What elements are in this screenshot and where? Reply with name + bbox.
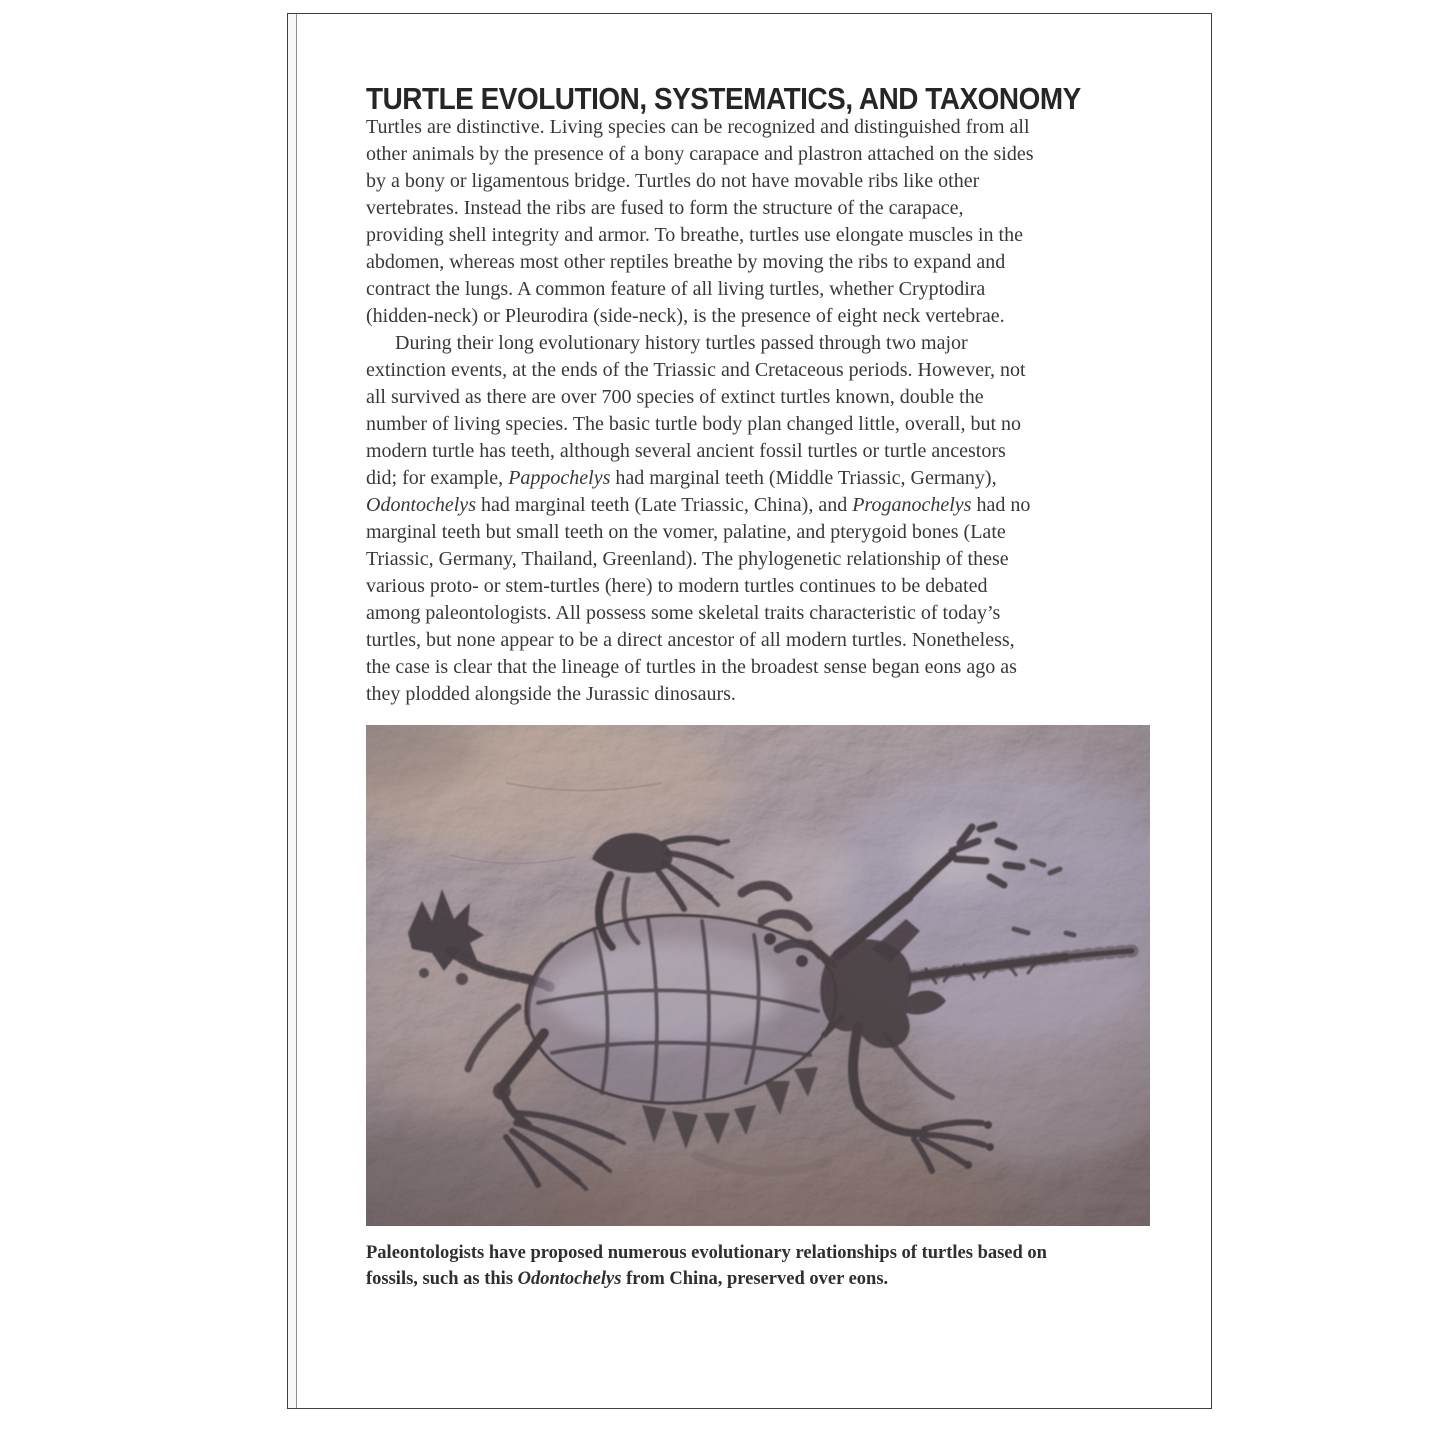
page-edge-strip — [288, 14, 296, 1408]
fossil-photo — [366, 725, 1150, 1226]
text-line: fossils, such as this Odontochelys from China, preserved over eons. — [366, 1269, 889, 1289]
text-line: turtles, but none appear to be a direct ancestor of all modern turtles. Nonetheless, — [366, 629, 1015, 651]
text-line: Turtles are distinctive. Living species can be recognized and distinguished from all — [366, 116, 1030, 138]
text-line: providing shell integrity and armor. To breathe, turtles use elongate muscles in the — [366, 224, 1023, 246]
text-line: they plodded alongside the Jurassic dinosaurs. — [366, 683, 736, 705]
text-line: among paleontologists. All possess some skeletal traits characteristic of today’s — [366, 602, 1001, 624]
text-line: (hidden-neck) or Pleurodira (side-neck), is the presence of eight neck vertebrae. — [366, 305, 1005, 327]
text-line: the case is clear that the lineage of turtles in the broadest sense began eons ago as — [366, 656, 1017, 678]
page-edge-line — [296, 14, 297, 1408]
page-title: TURTLE EVOLUTION, SYSTEMATICS, AND TAXONOMY — [366, 81, 1081, 116]
photo-vignette — [366, 725, 1150, 1226]
text-line: extinction events, at the ends of the Triassic and Cretaceous periods. However, not — [366, 359, 1026, 381]
text-line: marginal teeth but small teeth on the vomer, palatine, and pterygoid bones (Late — [366, 521, 1006, 543]
text-line: other animals by the presence of a bony carapace and plastron attached on the sides — [366, 143, 1034, 165]
figure-caption — [366, 1240, 1166, 1292]
text-line: Odontochelys had marginal teeth (Late Triassic, China), and Proganochelys had no — [366, 494, 1031, 516]
text-line: by a bony or ligamentous bridge. Turtles do not have movable ribs like other — [366, 170, 980, 192]
body-text — [366, 114, 1166, 708]
paragraph-1 — [366, 114, 1166, 330]
book-page — [287, 13, 1212, 1409]
text-line: Paleontologists have proposed numerous evolutionary relationships of turtles based on — [366, 1243, 1047, 1263]
text-line: Triassic, Germany, Thailand, Greenland). The phylogenetic relationship of these — [366, 548, 1009, 570]
text-line: number of living species. The basic turtle body plan changed little, overall, but no — [366, 413, 1022, 435]
text-line: vertebrates. Instead the ribs are fused to form the structure of the carapace, — [366, 197, 964, 219]
text-line: various proto- or stem-turtles (here) to modern turtles continues to be debated — [366, 575, 988, 597]
text-line: all survived as there are over 700 species of extinct turtles known, double the — [366, 386, 984, 408]
paragraph-2 — [366, 330, 1166, 708]
text-line: did; for example, Pappochelys had marginal teeth (Middle Triassic, Germany), — [366, 467, 997, 489]
text-line: During their long evolutionary history turtles passed through two major — [395, 332, 968, 354]
text-line: abdomen, whereas most other reptiles breathe by moving the ribs to expand and — [366, 251, 1006, 273]
text-line: modern turtle has teeth, although several ancient fossil turtles or turtle ancestors — [366, 440, 1006, 462]
odontochelys-fossil-illustration — [366, 725, 1150, 1226]
text-line: contract the lungs. A common feature of all living turtles, whether Cryptodira — [366, 278, 986, 300]
